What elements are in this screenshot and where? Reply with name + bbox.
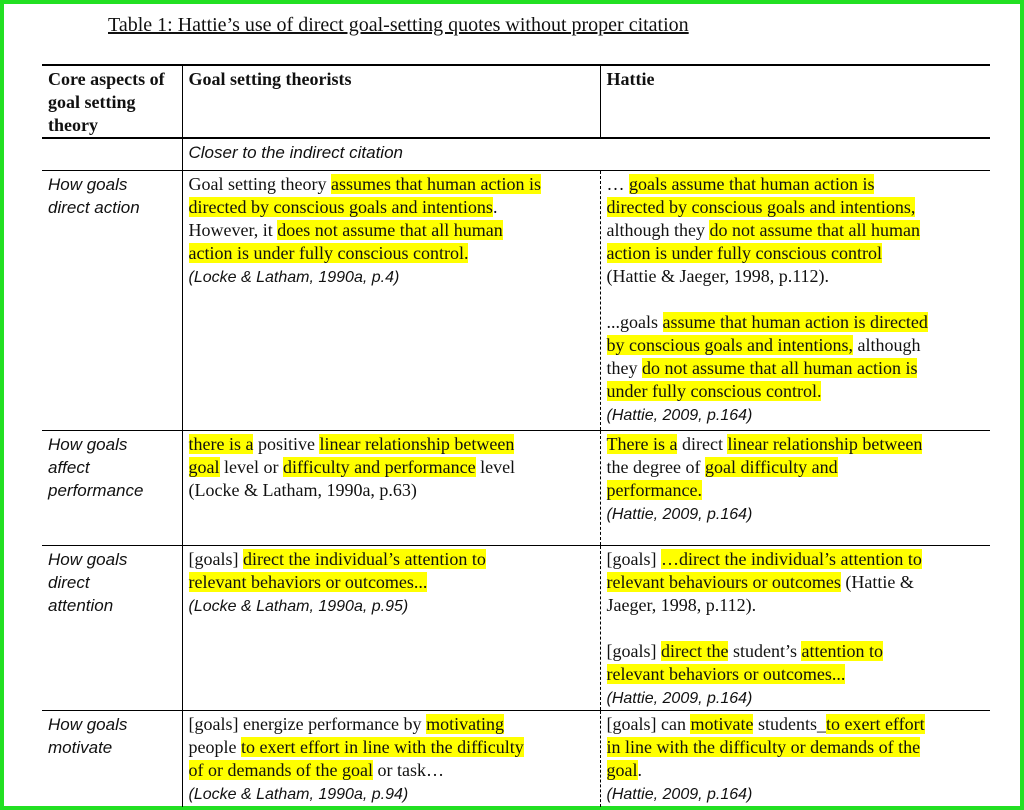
- table-row: [42, 171, 990, 431]
- hattie-cell: [600, 711, 990, 807]
- text-line: [607, 713, 985, 736]
- text-line: [607, 617, 985, 640]
- text-line: [189, 479, 594, 502]
- aspect-line: How goals: [48, 435, 128, 454]
- highlighted-text: goal: [606, 760, 638, 780]
- text-segment: people: [188, 737, 241, 757]
- aspect-line: How goals: [48, 550, 128, 569]
- citation: (Locke & Latham, 1990a, p.4): [188, 269, 400, 286]
- highlighted-text: direct the individual’s attention to: [242, 549, 486, 569]
- highlighted-text: linear relationship between: [319, 434, 515, 454]
- text-line: [607, 173, 985, 196]
- text-line: [607, 479, 985, 502]
- text-line: [607, 548, 985, 571]
- highlighted-text: assumes that human action is: [330, 174, 541, 194]
- aspect-cell: [42, 171, 182, 431]
- text-line: [607, 357, 985, 380]
- citation: (Hattie, 2009, p.164): [606, 506, 753, 523]
- text-segment: level: [475, 457, 516, 477]
- table-row: [42, 711, 990, 807]
- highlighted-text: do not assume that all human action is: [642, 358, 918, 378]
- text-line: [607, 265, 985, 288]
- aspect-line: attention: [48, 596, 114, 615]
- text-segment: …: [606, 174, 629, 194]
- text-segment: positive: [253, 434, 320, 454]
- citation: (Hattie, 2009, p.164): [606, 690, 753, 707]
- text-line: [607, 334, 985, 357]
- header-core-aspects: Core aspects of goal setting theory: [42, 65, 182, 138]
- subheader-label: Closer to the indirect citation: [182, 138, 990, 171]
- table-row: [42, 546, 990, 711]
- highlighted-text: there is a: [188, 434, 254, 454]
- highlighted-text: motivating: [426, 714, 505, 734]
- text-line: [607, 571, 985, 594]
- highlighted-text: does not assume that all human: [277, 220, 503, 240]
- highlighted-text: directed by conscious goals and intentions: [188, 197, 493, 217]
- highlighted-text: in line with the difficulty or demands of the: [606, 737, 921, 757]
- text-segment: they: [606, 358, 642, 378]
- text-segment: (Hattie & Jaeger, 1998, p.112).: [606, 266, 830, 286]
- text-line: [189, 196, 594, 219]
- citation: (Hattie, 2009, p.164): [606, 786, 753, 803]
- text-line: [189, 456, 594, 479]
- text-line: [189, 242, 594, 265]
- aspect-cell: [42, 431, 182, 546]
- header-goal-setting-theorists: Goal setting theorists: [182, 65, 600, 138]
- text-line: [189, 713, 594, 736]
- text-line: [607, 311, 985, 334]
- citation: (Locke & Latham, 1990a, p.94): [188, 786, 409, 803]
- aspect-cell: [42, 711, 182, 807]
- text-line: [189, 571, 594, 594]
- highlighted-text: of or demands of the goal: [188, 760, 373, 780]
- highlighted-text: relevant behaviours or outcomes: [606, 572, 841, 592]
- hattie-cell: [600, 546, 990, 711]
- text-segment: [goals]: [188, 549, 243, 569]
- highlighted-text: performance.: [606, 480, 702, 500]
- comparison-table: [42, 64, 990, 807]
- text-segment: [goals]: [606, 549, 661, 569]
- aspect-line: How goals: [48, 175, 128, 194]
- highlighted-text: relevant behaviors or outcomes...: [188, 572, 428, 592]
- highlighted-text: do not assume that all human: [709, 220, 920, 240]
- text-line: [189, 594, 594, 618]
- hattie-cell: [600, 171, 990, 431]
- text-line: [607, 663, 985, 686]
- text-line: [607, 782, 985, 806]
- highlighted-text: attention to: [801, 641, 883, 661]
- text-segment: .: [637, 760, 642, 780]
- text-segment: ...goals: [606, 312, 663, 332]
- text-segment: the degree of: [606, 457, 705, 477]
- text-line: [607, 686, 985, 710]
- text-segment: students_: [753, 714, 826, 734]
- text-line: [607, 640, 985, 663]
- aspect-line: motivate: [48, 738, 113, 757]
- aspect-cell: [42, 546, 182, 711]
- highlighted-text: by conscious goals and intentions,: [606, 335, 853, 355]
- highlighted-text: to exert effort in line with the difficulty: [240, 737, 524, 757]
- highlighted-text: goal: [188, 457, 220, 477]
- highlighted-text: relevant behaviors or outcomes...: [606, 664, 846, 684]
- table-caption: Table 1: Hattie’s use of direct goal-setting quotes without proper citation: [108, 14, 689, 36]
- citation: (Locke & Latham, 1990a, p.95): [188, 598, 409, 615]
- text-line: [607, 242, 985, 265]
- header-row: [42, 65, 990, 138]
- citation: (Hattie, 2009, p.164): [606, 407, 753, 424]
- text-segment: [goals] energize performance by: [188, 714, 427, 734]
- text-segment: However, it: [188, 220, 278, 240]
- text-segment: student’s: [728, 641, 802, 661]
- text-line: [607, 433, 985, 456]
- text-line: [607, 196, 985, 219]
- text-line: [607, 219, 985, 242]
- text-line: [607, 594, 985, 617]
- text-segment: or task…: [372, 760, 444, 780]
- text-line: [607, 380, 985, 403]
- text-line: [189, 782, 594, 806]
- text-line: [189, 265, 594, 289]
- table-row: [42, 431, 990, 546]
- theorists-cell: [182, 711, 600, 807]
- text-line: [607, 403, 985, 427]
- aspect-line: performance: [48, 481, 144, 500]
- text-segment: (Locke & Latham, 1990a, p.63): [188, 480, 417, 500]
- text-line: [189, 759, 594, 782]
- text-segment: direct: [677, 434, 728, 454]
- theorists-cell: [182, 431, 600, 546]
- highlighted-text: action is under fully conscious control: [606, 243, 882, 263]
- text-segment: although: [852, 335, 921, 355]
- text-segment: although they: [606, 220, 710, 240]
- text-line: [607, 502, 985, 526]
- text-line: [189, 736, 594, 759]
- text-segment: .: [492, 197, 498, 217]
- aspect-line: affect: [48, 458, 90, 477]
- highlighted-text: directed by conscious goals and intentions,: [606, 197, 916, 217]
- highlighted-text: goal difficulty and: [704, 457, 838, 477]
- header-hattie: Hattie: [600, 65, 990, 138]
- text-segment: (Hattie &: [840, 572, 914, 592]
- aspect-line: How goals: [48, 715, 128, 734]
- text-line: [189, 173, 594, 196]
- highlighted-text: goals assume that human action is: [629, 174, 875, 194]
- text-segment: [goals] can: [606, 714, 691, 734]
- text-line: [189, 433, 594, 456]
- aspect-line: direct: [48, 573, 90, 592]
- text-line: [607, 456, 985, 479]
- highlighted-text: There is a: [606, 434, 678, 454]
- highlighted-text: action is under fully conscious control.: [188, 243, 469, 263]
- highlighted-text: difficulty and performance: [282, 457, 476, 477]
- text-segment: [goals]: [606, 641, 661, 661]
- text-line: [607, 759, 985, 782]
- text-line: [189, 219, 594, 242]
- text-segment: Goal setting theory: [188, 174, 331, 194]
- highlighted-text: direct the: [660, 641, 729, 661]
- text-segment: Jaeger, 1998, p.112).: [606, 595, 757, 615]
- highlighted-text: …direct the individual’s attention to: [660, 549, 922, 569]
- text-line: [189, 548, 594, 571]
- theorists-cell: [182, 546, 600, 711]
- text-line: [607, 288, 985, 311]
- theorists-cell: [182, 171, 600, 431]
- highlighted-text: linear relationship between: [727, 434, 923, 454]
- highlighted-text: under fully conscious control.: [606, 381, 822, 401]
- aspect-line: direct action: [48, 198, 140, 217]
- text-line: [607, 736, 985, 759]
- highlighted-text: to exert effort: [825, 714, 925, 734]
- highlighted-text: assume that human action is directed: [662, 312, 928, 332]
- text-segment: level or: [219, 457, 283, 477]
- hattie-cell: [600, 431, 990, 546]
- highlighted-text: motivate: [690, 714, 754, 734]
- subheader-row: [42, 138, 990, 171]
